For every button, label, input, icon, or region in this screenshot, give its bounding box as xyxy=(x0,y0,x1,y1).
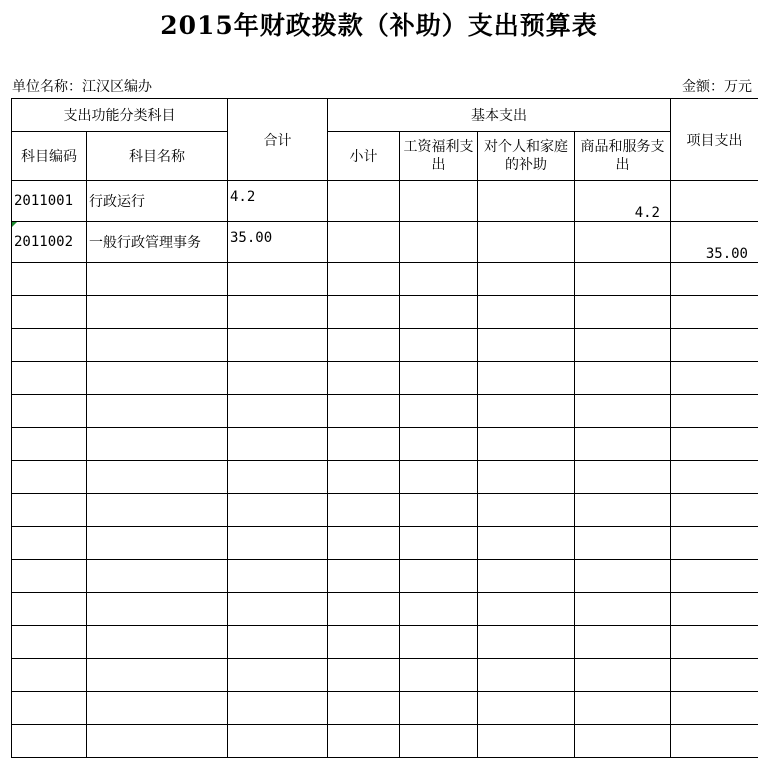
cell-total[interactable] xyxy=(228,593,328,626)
cell-wages[interactable] xyxy=(400,296,478,329)
cell-personal[interactable] xyxy=(478,428,575,461)
cell-code[interactable] xyxy=(12,296,87,329)
cell-code[interactable] xyxy=(12,395,87,428)
cell-code[interactable] xyxy=(12,428,87,461)
empty-table-row xyxy=(12,461,758,494)
cell-goods[interactable] xyxy=(575,593,671,626)
budget-table xyxy=(11,98,758,758)
cell-wages[interactable] xyxy=(400,560,478,593)
cell-project[interactable]: 35.00 xyxy=(671,222,758,263)
cell-name[interactable] xyxy=(87,395,228,428)
cell-goods[interactable] xyxy=(575,527,671,560)
cell-personal[interactable] xyxy=(478,461,575,494)
cell-subtotal[interactable] xyxy=(328,461,400,494)
cell-name[interactable] xyxy=(87,263,228,296)
cell-wages[interactable] xyxy=(400,329,478,362)
cell-project[interactable] xyxy=(671,461,758,494)
cell-subtotal[interactable] xyxy=(328,725,400,758)
cell-personal[interactable] xyxy=(478,329,575,362)
header-subtotal: 小计 xyxy=(328,132,400,181)
cell-personal[interactable] xyxy=(478,181,575,222)
cell-project[interactable] xyxy=(671,362,758,395)
cell-goods[interactable] xyxy=(575,329,671,362)
cell-total[interactable] xyxy=(228,725,328,758)
cell-name[interactable] xyxy=(87,692,228,725)
header-name: 科目名称 xyxy=(87,132,228,181)
cell-code[interactable] xyxy=(12,461,87,494)
cell-total[interactable] xyxy=(228,692,328,725)
cell-code[interactable] xyxy=(12,725,87,758)
cell-project[interactable] xyxy=(671,527,758,560)
cell-wages[interactable] xyxy=(400,362,478,395)
cell-total[interactable]: 35.00 xyxy=(228,222,328,263)
cell-personal[interactable] xyxy=(478,527,575,560)
cell-project[interactable] xyxy=(671,395,758,428)
cell-subtotal[interactable] xyxy=(328,659,400,692)
cell-goods[interactable] xyxy=(575,428,671,461)
cell-personal[interactable] xyxy=(478,263,575,296)
unit-name-label: 单位名称：江汉区编办 xyxy=(12,79,152,95)
cell-code[interactable]: 2011001 xyxy=(12,181,87,222)
cell-goods[interactable] xyxy=(575,461,671,494)
cell-wages[interactable] xyxy=(400,626,478,659)
cell-subtotal[interactable] xyxy=(328,181,400,222)
cell-subtotal[interactable] xyxy=(328,692,400,725)
empty-table-row xyxy=(12,692,758,725)
cell-personal[interactable] xyxy=(478,395,575,428)
cell-name[interactable] xyxy=(87,494,228,527)
cell-name[interactable] xyxy=(87,461,228,494)
cell-wages[interactable] xyxy=(400,222,478,263)
cell-name[interactable] xyxy=(87,659,228,692)
empty-table-row xyxy=(12,494,758,527)
cell-goods[interactable] xyxy=(575,296,671,329)
table-row xyxy=(12,222,758,263)
empty-table-row xyxy=(12,263,758,296)
cell-personal[interactable] xyxy=(478,692,575,725)
cell-goods[interactable] xyxy=(575,560,671,593)
cell-code[interactable] xyxy=(12,362,87,395)
cell-personal[interactable] xyxy=(478,222,575,263)
cell-wages[interactable] xyxy=(400,181,478,222)
cell-goods[interactable] xyxy=(575,659,671,692)
cell-personal[interactable] xyxy=(478,725,575,758)
cell-project[interactable] xyxy=(671,263,758,296)
cell-goods[interactable] xyxy=(575,626,671,659)
cell-project[interactable] xyxy=(671,725,758,758)
amount-unit-label: 金额：万元 xyxy=(682,79,752,95)
cell-project[interactable] xyxy=(671,593,758,626)
empty-table-row xyxy=(12,527,758,560)
cell-personal[interactable] xyxy=(478,362,575,395)
cell-total[interactable] xyxy=(228,527,328,560)
cell-wages[interactable] xyxy=(400,395,478,428)
cell-name[interactable] xyxy=(87,593,228,626)
cell-personal[interactable] xyxy=(478,494,575,527)
cell-subtotal[interactable] xyxy=(328,428,400,461)
cell-name[interactable] xyxy=(87,362,228,395)
cell-total[interactable] xyxy=(228,362,328,395)
cell-wages[interactable] xyxy=(400,494,478,527)
cell-subtotal[interactable] xyxy=(328,329,400,362)
empty-table-row xyxy=(12,593,758,626)
empty-table-row xyxy=(12,296,758,329)
cell-wages[interactable] xyxy=(400,428,478,461)
cell-wages[interactable] xyxy=(400,593,478,626)
cell-personal[interactable] xyxy=(478,626,575,659)
cell-name[interactable] xyxy=(87,725,228,758)
empty-table-row xyxy=(12,560,758,593)
cell-code[interactable] xyxy=(12,659,87,692)
cell-subtotal[interactable] xyxy=(328,263,400,296)
cell-name[interactable] xyxy=(87,527,228,560)
cell-project[interactable] xyxy=(671,626,758,659)
cell-goods[interactable] xyxy=(575,692,671,725)
cell-total[interactable] xyxy=(228,494,328,527)
header-total: 合计 xyxy=(228,99,328,181)
header-basic: 基本支出 xyxy=(328,99,671,132)
page-title: 2015年财政拨款（补助）支出预算表 xyxy=(160,11,598,40)
cell-code[interactable] xyxy=(12,626,87,659)
cell-wages[interactable] xyxy=(400,461,478,494)
cell-project[interactable] xyxy=(671,659,758,692)
header-personal: 对个人和家庭的补助 xyxy=(478,132,575,181)
cell-goods[interactable] xyxy=(575,362,671,395)
cell-wages[interactable] xyxy=(400,692,478,725)
cell-total[interactable] xyxy=(228,296,328,329)
header-goods: 商品和服务支出 xyxy=(575,132,671,181)
cell-name[interactable] xyxy=(87,428,228,461)
cell-subtotal[interactable] xyxy=(328,362,400,395)
cell-total[interactable] xyxy=(228,263,328,296)
cell-subtotal[interactable] xyxy=(328,395,400,428)
header-code: 科目编码 xyxy=(12,132,87,181)
cell-code[interactable] xyxy=(12,329,87,362)
empty-table-row xyxy=(12,725,758,758)
cell-code[interactable] xyxy=(12,494,87,527)
empty-table-row xyxy=(12,329,758,362)
cell-code[interactable] xyxy=(12,593,87,626)
cell-goods[interactable] xyxy=(575,725,671,758)
header-project: 项目支出 xyxy=(671,99,758,181)
cell-project[interactable] xyxy=(671,560,758,593)
cell-goods[interactable] xyxy=(575,494,671,527)
cell-total[interactable] xyxy=(228,659,328,692)
cell-goods[interactable]: 4.2 xyxy=(575,181,671,222)
empty-table-row xyxy=(12,362,758,395)
empty-table-row xyxy=(12,626,758,659)
cell-personal[interactable] xyxy=(478,593,575,626)
empty-table-row xyxy=(12,659,758,692)
empty-table-row xyxy=(12,395,758,428)
cell-name[interactable] xyxy=(87,329,228,362)
empty-table-row xyxy=(12,428,758,461)
cell-subtotal[interactable] xyxy=(328,626,400,659)
cell-total[interactable] xyxy=(228,428,328,461)
cell-goods[interactable] xyxy=(575,222,671,263)
cell-subtotal[interactable] xyxy=(328,494,400,527)
cell-subtotal[interactable] xyxy=(328,560,400,593)
cell-total[interactable] xyxy=(228,461,328,494)
cell-subtotal[interactable] xyxy=(328,593,400,626)
cell-total[interactable]: 4.2 xyxy=(228,181,328,222)
cell-goods[interactable] xyxy=(575,263,671,296)
cell-code[interactable] xyxy=(12,527,87,560)
cell-wages[interactable] xyxy=(400,659,478,692)
cell-code[interactable] xyxy=(12,560,87,593)
cell-project[interactable] xyxy=(671,692,758,725)
cell-personal[interactable] xyxy=(478,659,575,692)
cell-code[interactable] xyxy=(12,263,87,296)
cell-total[interactable] xyxy=(228,395,328,428)
cell-project[interactable] xyxy=(671,494,758,527)
cell-project[interactable] xyxy=(671,181,758,222)
cell-subtotal[interactable] xyxy=(328,296,400,329)
cell-goods[interactable] xyxy=(575,395,671,428)
cell-personal[interactable] xyxy=(478,296,575,329)
cell-code[interactable] xyxy=(12,692,87,725)
cell-total[interactable] xyxy=(228,626,328,659)
cell-personal[interactable] xyxy=(478,560,575,593)
cell-name[interactable] xyxy=(87,296,228,329)
cell-name[interactable] xyxy=(87,560,228,593)
cell-total[interactable] xyxy=(228,560,328,593)
cell-subtotal[interactable] xyxy=(328,527,400,560)
cell-total[interactable] xyxy=(228,329,328,362)
cell-subtotal[interactable] xyxy=(328,222,400,263)
cell-project[interactable] xyxy=(671,428,758,461)
cell-project[interactable] xyxy=(671,329,758,362)
cell-name[interactable]: 行政运行 xyxy=(87,181,228,222)
header-wages: 工资福利支出 xyxy=(400,132,478,181)
header-classification: 支出功能分类科目 xyxy=(12,99,228,132)
table-row xyxy=(12,181,758,222)
cell-name[interactable] xyxy=(87,626,228,659)
cell-project[interactable] xyxy=(671,296,758,329)
cell-code[interactable]: 2011002 xyxy=(12,222,87,263)
cell-wages[interactable] xyxy=(400,725,478,758)
cell-wages[interactable] xyxy=(400,527,478,560)
cell-wages[interactable] xyxy=(400,263,478,296)
cell-name[interactable]: 一般行政管理事务 xyxy=(87,222,228,263)
